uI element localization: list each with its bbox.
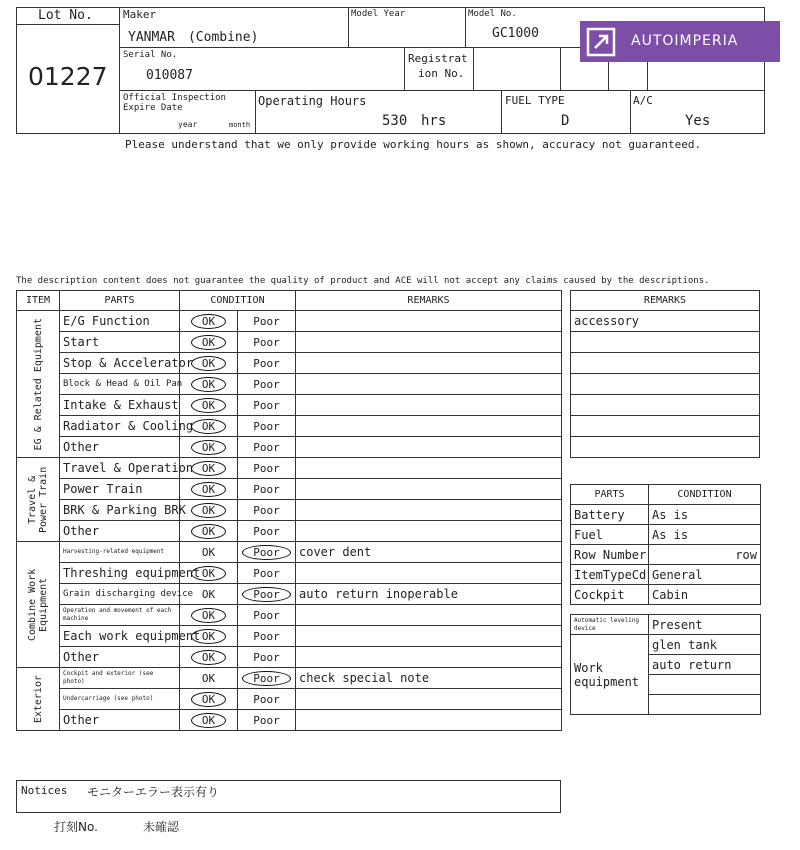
remark-cell xyxy=(296,458,562,479)
condition-poor-cell xyxy=(238,500,296,521)
remark-cell xyxy=(296,353,562,374)
part-name: Cockpit and exterior (see photo) xyxy=(60,668,180,689)
poor-option: Poor xyxy=(253,399,280,412)
table-row xyxy=(17,563,562,584)
condition-poor-cell xyxy=(238,647,296,668)
ok-option: OK xyxy=(191,629,226,644)
table-row xyxy=(571,585,761,605)
item-group-text: Travel & Power Train xyxy=(27,466,49,533)
side-remark-cell xyxy=(571,437,760,458)
work-label-text: Work equipment xyxy=(574,660,640,689)
item-group-label xyxy=(17,668,60,731)
part-name: Stop & Accelerator xyxy=(60,353,180,374)
table-row xyxy=(571,416,760,437)
row-line-2 xyxy=(119,90,765,91)
side-remark-cell xyxy=(571,395,760,416)
disclaimer: The description content does not guarantee the quality of product and ACE will not accept any claims caused by the descriptions. xyxy=(16,276,710,286)
condition-ok-cell xyxy=(180,500,238,521)
condition-ok-cell xyxy=(180,647,238,668)
col-item: ITEM xyxy=(17,291,60,311)
remark-cell xyxy=(296,626,562,647)
table-row xyxy=(571,437,760,458)
poor-option: Poor xyxy=(253,693,280,706)
part-name: Intake & Exhaust xyxy=(60,395,180,416)
condition-poor-cell xyxy=(238,353,296,374)
condition-ok-cell xyxy=(180,542,238,563)
condition-poor-cell xyxy=(238,521,296,542)
remark-cell xyxy=(296,332,562,353)
side-remark-cell xyxy=(571,374,760,395)
side-remarks-table xyxy=(570,290,760,458)
logo xyxy=(580,21,780,62)
remark-cell xyxy=(296,479,562,500)
fuel-label: FUEL TYPE xyxy=(505,94,565,107)
table-row xyxy=(17,500,562,521)
condition-ok-cell xyxy=(180,311,238,332)
remark-cell xyxy=(296,437,562,458)
auto-level-label: Automatic leveling device xyxy=(571,615,649,635)
work-value xyxy=(649,675,761,695)
part-name: Harvesting-related equipment xyxy=(60,542,180,563)
condition-ok-cell xyxy=(180,710,238,731)
table-row xyxy=(17,353,562,374)
item-group-label xyxy=(17,458,60,542)
lot-label: Lot No. xyxy=(38,8,93,23)
model-no-label: Model No. xyxy=(468,9,517,19)
notices-value: モニターエラー表示有り xyxy=(87,785,220,799)
notices-box xyxy=(16,780,561,813)
col-parts: PARTS xyxy=(60,291,180,311)
side-parts-body xyxy=(571,505,761,605)
ok-option: OK xyxy=(191,524,226,539)
condition-ok-cell xyxy=(180,395,238,416)
part-name: Threshing equipment xyxy=(60,563,180,584)
side-part-condition: As is xyxy=(649,525,761,545)
condition-table-body xyxy=(17,311,562,731)
condition-ok-cell xyxy=(180,374,238,395)
ok-option: OK xyxy=(191,419,226,434)
side-part-name: Battery xyxy=(571,505,649,525)
condition-ok-cell xyxy=(180,689,238,710)
condition-poor-cell xyxy=(238,311,296,332)
poor-option: Poor xyxy=(242,587,291,602)
table-row xyxy=(571,565,761,585)
div-r2c xyxy=(560,47,561,90)
item-group-text: Exterior xyxy=(32,674,44,724)
ok-option: OK xyxy=(191,692,226,707)
table-row xyxy=(17,416,562,437)
stamp-label: 打刻No. xyxy=(54,820,98,834)
table-row xyxy=(17,458,562,479)
poor-option: Poor xyxy=(253,483,280,496)
lot-divider xyxy=(119,7,120,134)
month-label: month xyxy=(229,121,251,129)
table-row xyxy=(17,584,562,605)
remark-cell: check special note xyxy=(296,668,562,689)
condition-poor-cell xyxy=(238,479,296,500)
poor-option: Poor xyxy=(242,545,291,560)
ok-option: OK xyxy=(191,608,226,623)
side-part-name: Row Number xyxy=(571,545,649,565)
ok-option: OK xyxy=(191,356,226,371)
ac-label: A/C xyxy=(633,94,653,107)
poor-option: Poor xyxy=(253,714,280,727)
serial-label: Serial No. xyxy=(123,50,178,60)
condition-poor-cell xyxy=(238,416,296,437)
part-name: E/G Function xyxy=(60,311,180,332)
side-remark-cell xyxy=(571,353,760,374)
part-name: Power Train xyxy=(60,479,180,500)
table-row xyxy=(17,374,562,395)
condition-poor-cell xyxy=(238,395,296,416)
table-row xyxy=(17,626,562,647)
table-row xyxy=(571,311,760,332)
part-name: Radiator & Cooling xyxy=(60,416,180,437)
logo-text: AUTOIMPERIA xyxy=(631,33,739,49)
table-row xyxy=(17,395,562,416)
work-value: auto return xyxy=(649,655,761,675)
ok-option: OK xyxy=(191,461,226,476)
condition-ok-cell xyxy=(180,521,238,542)
item-group-label xyxy=(17,542,60,668)
part-name: Grain discharging device xyxy=(60,584,180,605)
remark-cell xyxy=(296,311,562,332)
poor-option: Poor xyxy=(242,671,291,686)
side-part-name: Cockpit xyxy=(571,585,649,605)
table-row xyxy=(17,689,562,710)
logo-mark-icon xyxy=(586,27,616,57)
div-r1b xyxy=(465,7,466,47)
table-row xyxy=(17,479,562,500)
work-value xyxy=(649,695,761,715)
ok-option: OK xyxy=(191,482,226,497)
table-row xyxy=(17,647,562,668)
ok-option: OK xyxy=(201,672,216,685)
condition-poor-cell xyxy=(238,374,296,395)
remark-cell xyxy=(296,605,562,626)
table-row xyxy=(571,395,760,416)
side-part-condition: General xyxy=(649,565,761,585)
side-remark-cell xyxy=(571,332,760,353)
ok-option: OK xyxy=(191,398,226,413)
side-part-name: Fuel xyxy=(571,525,649,545)
side-part-condition: As is xyxy=(649,505,761,525)
part-name: Start xyxy=(60,332,180,353)
ok-option: OK xyxy=(191,314,226,329)
stamp-value: 未確認 xyxy=(143,820,180,834)
item-group-text: Combine Work Equipment xyxy=(27,568,49,641)
ac-value: Yes xyxy=(685,113,711,129)
ok-option: OK xyxy=(191,335,226,350)
div-r1a xyxy=(348,7,349,47)
div-r3a xyxy=(255,90,256,134)
maker-value: YANMAR (Combine) xyxy=(128,30,259,45)
ok-option: OK xyxy=(201,546,216,559)
condition-poor-cell xyxy=(238,458,296,479)
side-parts-table xyxy=(570,484,761,605)
condition-ok-cell xyxy=(180,605,238,626)
ok-option: OK xyxy=(191,440,226,455)
ok-option: OK xyxy=(201,588,216,601)
remark-cell xyxy=(296,689,562,710)
table-row xyxy=(17,437,562,458)
poor-option: Poor xyxy=(253,441,280,454)
remark-cell xyxy=(296,374,562,395)
table-row xyxy=(571,332,760,353)
table-row xyxy=(571,353,760,374)
remark-cell: cover dent xyxy=(296,542,562,563)
table-row xyxy=(17,605,562,626)
side-parts-header: PARTS xyxy=(571,485,649,505)
side-remarks-header: REMARKS xyxy=(571,291,760,311)
table-row xyxy=(17,542,562,563)
side-remarks-body xyxy=(571,311,760,458)
remark-cell xyxy=(296,416,562,437)
registration-label-1: Registrat xyxy=(408,52,468,65)
model-year-label: Model Year xyxy=(351,9,406,19)
poor-option: Poor xyxy=(253,567,280,580)
table-row xyxy=(571,374,760,395)
part-name: Operation and movement of each machine xyxy=(60,605,180,626)
condition-ok-cell xyxy=(180,479,238,500)
part-name: Undercarriage (see photo) xyxy=(60,689,180,710)
lot-value: 01227 xyxy=(28,62,108,91)
poor-option: Poor xyxy=(253,378,280,391)
ok-option: OK xyxy=(191,713,226,728)
part-name: Block & Head & Oil Pan xyxy=(60,374,180,395)
poor-option: Poor xyxy=(253,651,280,664)
work-equipment-table xyxy=(570,614,761,715)
part-name: Each work equipment xyxy=(60,626,180,647)
part-name: Other xyxy=(60,521,180,542)
condition-poor-cell xyxy=(238,668,296,689)
model-no-value: GC1000 xyxy=(492,26,539,41)
year-label: year xyxy=(178,120,198,129)
work-value: glen tank xyxy=(649,635,761,655)
hours-note: Please understand that we only provide working hours as shown, accuracy not guaranteed. xyxy=(125,138,702,151)
poor-option: Poor xyxy=(253,357,280,370)
notices-label: Notices xyxy=(21,784,68,797)
inspection-label-1: Official Inspection xyxy=(123,93,226,103)
table-row xyxy=(17,521,562,542)
fuel-value: D xyxy=(561,113,570,129)
side-part-condition: Cabin xyxy=(649,585,761,605)
item-group-label xyxy=(17,311,60,458)
lot-hline xyxy=(16,24,119,25)
remark-cell: auto return inoperable xyxy=(296,584,562,605)
condition-poor-cell xyxy=(238,332,296,353)
work-label xyxy=(571,635,649,715)
poor-option: Poor xyxy=(253,630,280,643)
condition-poor-cell xyxy=(238,563,296,584)
poor-option: Poor xyxy=(253,315,280,328)
poor-option: Poor xyxy=(253,504,280,517)
maker-label: Maker xyxy=(123,8,157,21)
remark-cell xyxy=(296,710,562,731)
remark-cell xyxy=(296,563,562,584)
registration-label-2: ion No. xyxy=(418,67,465,80)
table-row xyxy=(17,332,562,353)
serial-value: 010087 xyxy=(146,68,193,83)
ok-option: OK xyxy=(191,377,226,392)
side-remark-cell: accessory xyxy=(571,311,760,332)
hours-label: Operating Hours xyxy=(258,94,367,108)
remark-cell xyxy=(296,647,562,668)
condition-ok-cell xyxy=(180,668,238,689)
remark-cell xyxy=(296,395,562,416)
div-r3b xyxy=(501,90,502,134)
side-part-name: ItemTypeCd xyxy=(571,565,649,585)
condition-table xyxy=(16,290,562,731)
condition-ok-cell xyxy=(180,437,238,458)
condition-poor-cell xyxy=(238,437,296,458)
side-part-condition: row xyxy=(649,545,761,565)
condition-ok-cell xyxy=(180,332,238,353)
item-group-text: EG & Related Equipment xyxy=(32,317,44,451)
condition-poor-cell xyxy=(238,584,296,605)
part-name: Travel & Operation xyxy=(60,458,180,479)
div-r3c xyxy=(630,90,631,134)
condition-poor-cell xyxy=(238,689,296,710)
table-row xyxy=(17,668,562,689)
condition-poor-cell xyxy=(238,710,296,731)
table-row xyxy=(17,710,562,731)
ok-option: OK xyxy=(191,650,226,665)
poor-option: Poor xyxy=(253,336,280,349)
hours-unit: hrs xyxy=(421,113,447,129)
ok-option: OK xyxy=(191,566,226,581)
remark-cell xyxy=(296,500,562,521)
poor-option: Poor xyxy=(253,525,280,538)
table-row xyxy=(571,505,761,525)
part-name: Other xyxy=(60,437,180,458)
condition-poor-cell xyxy=(238,626,296,647)
poor-option: Poor xyxy=(253,420,280,433)
condition-poor-cell xyxy=(238,605,296,626)
poor-option: Poor xyxy=(253,462,280,475)
col-remarks: REMARKS xyxy=(296,291,562,311)
part-name: Other xyxy=(60,710,180,731)
table-row xyxy=(571,545,761,565)
col-condition: CONDITION xyxy=(180,291,296,311)
part-name: BRK & Parking BRK xyxy=(60,500,180,521)
condition-poor-cell xyxy=(238,542,296,563)
auto-level-value: Present xyxy=(649,615,761,635)
div-r2a xyxy=(404,47,405,90)
side-remark-cell xyxy=(571,416,760,437)
table-row xyxy=(17,311,562,332)
ok-option: OK xyxy=(191,503,226,518)
inspection-label-2: Expire Date xyxy=(123,103,183,113)
hours-value: 530 xyxy=(382,113,408,129)
part-name: Other xyxy=(60,647,180,668)
side-condition-header: CONDITION xyxy=(649,485,761,505)
div-r2b xyxy=(473,47,474,90)
remark-cell xyxy=(296,521,562,542)
poor-option: Poor xyxy=(253,609,280,622)
table-row xyxy=(571,525,761,545)
